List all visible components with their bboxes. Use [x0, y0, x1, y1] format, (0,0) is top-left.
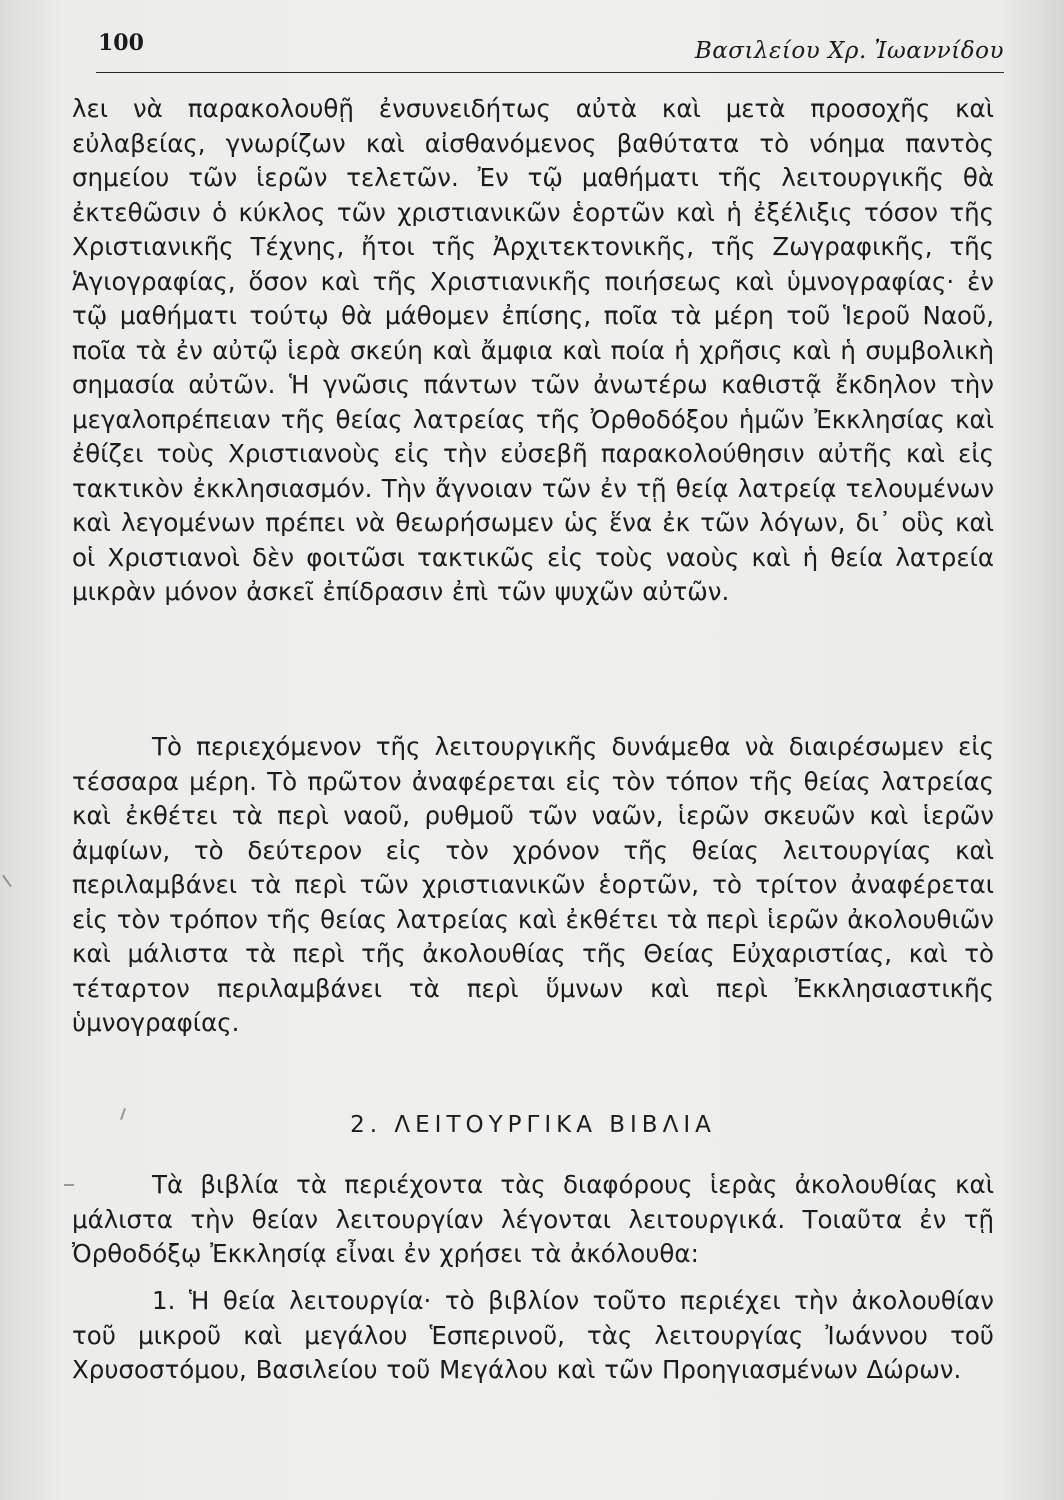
scan-mark	[64, 1184, 74, 1186]
paragraph-block-1	[72, 92, 994, 610]
paragraph-block-4	[72, 1284, 994, 1388]
paragraph-liturgics-purpose: λει νὰ παρακολουθῇ ἐνσυνειδήτως αὐτὰ καὶ μετὰ προσοχῆς καὶ εὐλαβείας, γνωρίζων καὶ αἰσθανόμενος βαθύτατα τὸ νόημα παντὸς σημείου τῶν ἱερῶν τελετῶν. Ἐν τῷ μαθήματι τῆς λειτουργικῆς θὰ ἐκτεθῶσιν ὁ κύκλος τῶν χριστιανικῶν ἑορτῶν καὶ ἡ ἐξέλιξις τόσον τῆς Χριστιανικῆς Τέχνης, ἤτοι τῆς Ἀρχιτεκτονικῆς, τῆς Ζωγραφικῆς, τῆς Ἁγιογραφίας, ὅσον καὶ τῆς Χριστιανικῆς ποιήσεως καὶ ὑμνογραφίας· ἐν τῷ μαθήματι τούτῳ θὰ μάθομεν ἐπίσης, ποῖα τὰ μέρη τοῦ Ἱεροῦ Ναοῦ, ποῖα τὰ ἐν αὐτῷ ἱερὰ σκεύη καὶ ἄμφια καὶ ποία ἡ χρῆσις καὶ ἡ συμβολικὴ σημασία αὐτῶν. Ἡ γνῶσις πάντων τῶν ἀνωτέρω καθιστᾷ ἔκδηλον τὴν μεγαλοπρέπειαν τῆς θείας λατρείας τῆς Ὀρθοδόξου ἡμῶν Ἐκκλησίας καὶ ἐθίζει τοὺς Χριστιανοὺς εἰς τὴν εὐσεβῆ παρακολούθησιν αὐτῆς καὶ εἰς τακτικὸν ἐκκλησιασμόν. Τὴν ἄγνοιαν τῶν ἐν τῇ θείᾳ λατρείᾳ τελουμένων καὶ λεγομένων πρέπει νὰ θεωρήσωμεν ὡς ἕνα ἐκ τῶν λόγων, δι᾽ οὓς καὶ οἱ Χριστιανοὶ δὲν φοιτῶσι τακτικῶς εἰς τοὺς ναοὺς καὶ ἡ θεία λατρεία μικρὰν μόνον ἀσκεῖ ἐπίδρασιν ἐπὶ τῶν ψυχῶν αὐτῶν.	[72, 94, 994, 606]
page-header	[96, 26, 1004, 73]
page-number: 100	[98, 30, 144, 56]
section-heading: 2. ΛΕΙΤΟΥΡΓΙΚΑ ΒΙΒΛΙΑ	[350, 1112, 716, 1138]
paragraph-block-2	[72, 730, 994, 1041]
paragraph-liturgical-books-intro: Τὰ βιβλία τὰ περιέχοντα τὰς διαφόρους ἱερὰς ἀκολουθίας καὶ μάλιστα τὴν θείαν λειτουργίαν λέγονται λειτουργικά. Τοιαῦτα ἐν τῇ Ὀρθοδόξῳ Ἐκκλησίᾳ εἶναι ἐν χρήσει τὰ ἀκόλουθα:	[72, 1170, 994, 1268]
running-head: Βασιλείου Χρ. Ἰωαννίδου	[694, 38, 1004, 64]
paragraph-divine-liturgy-book: 1. Ἡ θεία λειτουργία· τὸ βιβλίον τοῦτο περιέχει τὴν ἀκολουθίαν τοῦ μικροῦ καὶ μεγάλου Ἑσπερινοῦ, τὰς λειτουργίας Ἰωάννου τοῦ Χρυσοστόμου, Βασιλείου τοῦ Μεγάλου καὶ τῶν Προηγιασμένων Δώρων.	[72, 1286, 994, 1384]
paragraph-block-3	[72, 1168, 994, 1272]
paragraph-liturgics-contents: Τὸ περιεχόμενον τῆς λειτουργικῆς δυνάμεθα νὰ διαιρέσωμεν εἰς τέσσαρα μέρη. Τὸ πρῶτον ἀναφέρεται εἰς τὸν τόπον τῆς θείας λατρείας καὶ ἐκθέτει τὰ περὶ ναοῦ, ρυθμοῦ τῶν ναῶν, ἱερῶν σκευῶν καὶ ἱερῶν ἀμφίων, τὸ δεύτερον εἰς τὸν χρόνον τῆς θείας λειτουργίας καὶ περιλαμβάνει τὰ περὶ τῶν χριστιανικῶν ἑορτῶν, τὸ τρίτον ἀναφέρεται εἰς τὸν τρόπον τῆς θείας λατρείας καὶ ἐκθέτει τὰ περὶ ἱερῶν ἀκολουθιῶν καὶ μάλιστα τὰ περὶ τῆς ἀκολουθίας τῆς Θείας Εὐχαριστίας, καὶ τὸ τέταρτον περιλαμβάνει τὰ περὶ ὕμνων καὶ περὶ Ἐκκλησιαστικῆς ὑμνογραφίας.	[72, 732, 994, 1037]
scan-mark	[2, 875, 12, 888]
